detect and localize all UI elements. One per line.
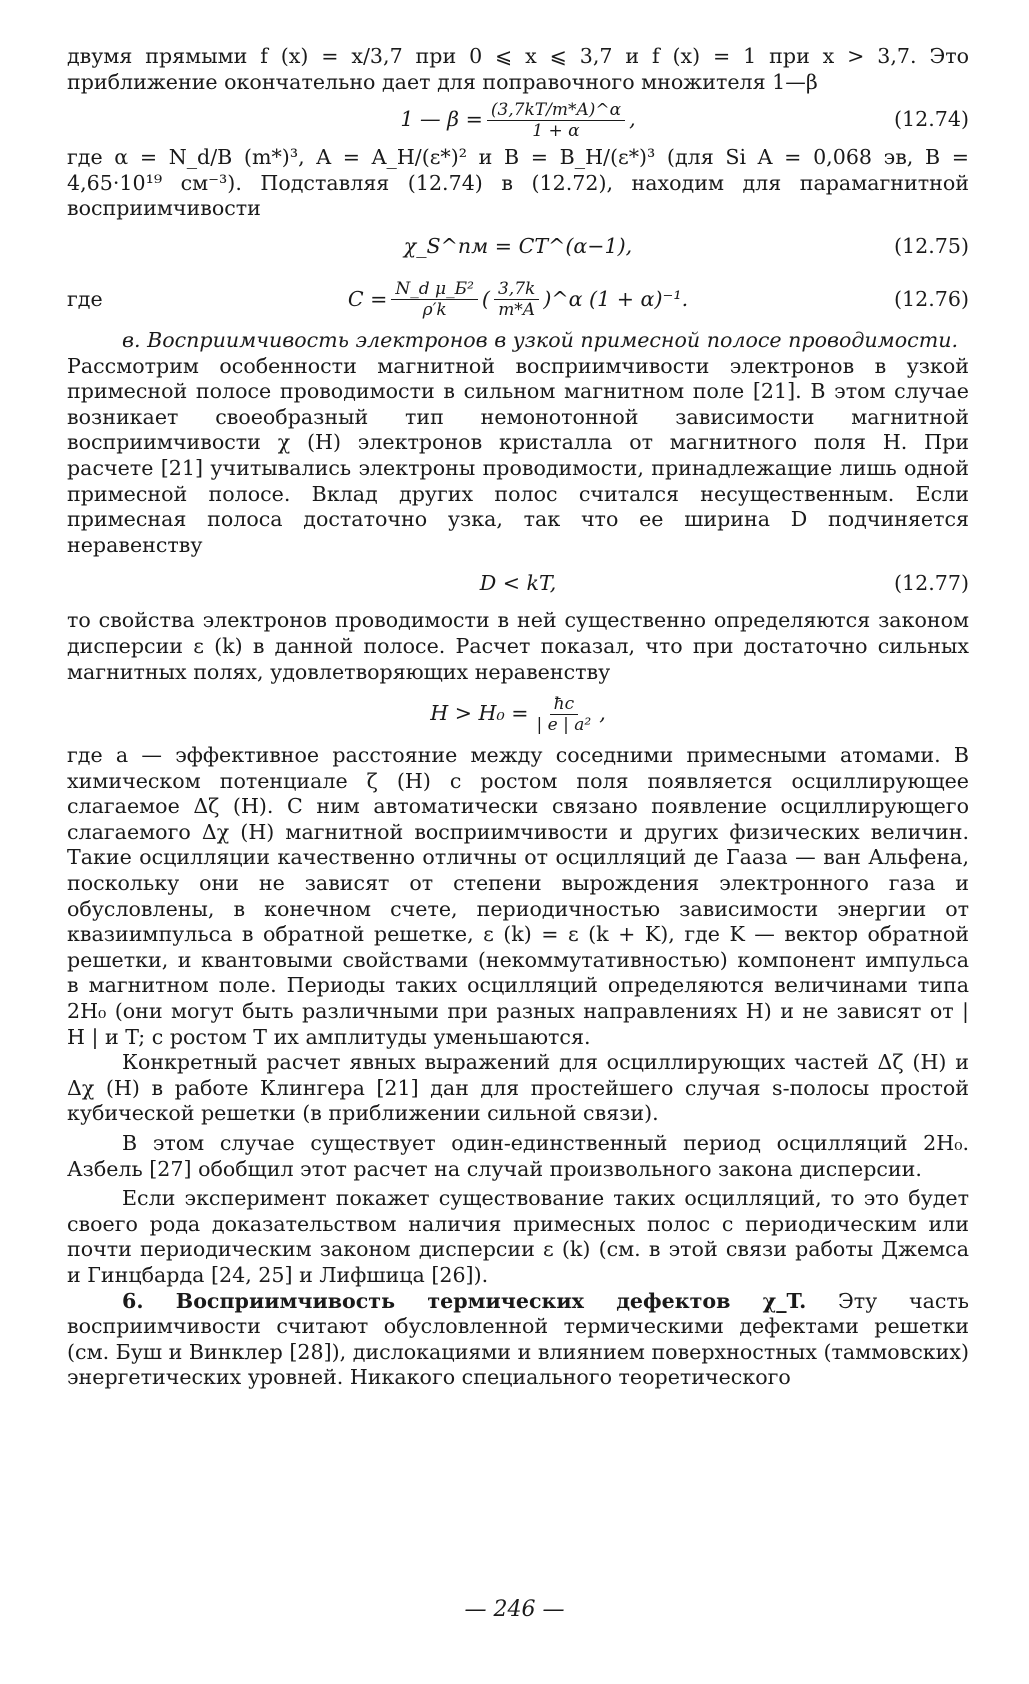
eq74-label: (12.74) bbox=[893, 107, 969, 132]
eq74-lhs: 1 — β = bbox=[400, 107, 483, 132]
thermal-defects-text: Эту часть восприимчивости считают обусловленной термическими дефектами решетки (см. Буш и Винклер [28]), дислокациями и влиянием поверхностных (таммовских) энергетических уровней. Никакого специального теоретического bbox=[67, 1288, 969, 1390]
section-heading-v: в. Восприимчивость электронов в узкой примесной полосе проводимости. bbox=[122, 327, 959, 352]
paragraph-azbel: В этом случае существует один-единственный период осцилляций 2H₀. Азбель [27] обобщил этот расчет на случай произвольного закона дисперсии. bbox=[67, 1131, 969, 1181]
paragraph-klinger: Конкретный расчет явных выражений для осциллирующих частей Δζ (H) и Δχ (H) в работе Клингера [21] дан для простейшего случая s-полосы простой кубической решетки (в приближении сильной связи). bbox=[67, 1050, 969, 1126]
paragraph-intro: двумя прямыми f (x) = x/3,7 при 0 ⩽ x ⩽ 3,7 и f (x) = 1 при x > 3,7. Это приближение окончательно дает для поправочного множителя 1—β bbox=[67, 44, 969, 94]
eq74-denominator: 1 + α bbox=[532, 120, 580, 141]
where-label: где bbox=[67, 287, 103, 312]
eq76-denominator-2: m*A bbox=[498, 300, 536, 321]
page-body bbox=[67, 44, 969, 1391]
paragraph-dispersion: то свойства электронов проводимости в ней существенно определяются законом дисперсии ε (k) в данной полосе. Расчет показал, что при достаточно сильных магнитных полях, удовлетворяющих неравенству bbox=[67, 608, 969, 684]
eqH-numerator: ħc bbox=[550, 694, 578, 715]
eq76-numerator-2: 3,7k bbox=[494, 279, 539, 300]
paragraph-definitions: где α = N_d/B (m*)³, A = A_H/(ε*)² и B = B_H/(ε*)³ (для Si A = 0,068 эв, B = 4,65·10¹⁹ см⁻³). Подставляя (12.74) в (12.72), находим для парамагнитной восприимчивости bbox=[67, 145, 969, 221]
thermal-defects-heading: 6. Восприимчивость термических дефектов χ_T. bbox=[122, 1288, 807, 1313]
page-number: — 246 — bbox=[464, 1597, 565, 1622]
eq74-tail: , bbox=[629, 107, 636, 132]
eqH-lhs: H > H₀ = bbox=[430, 701, 529, 726]
paragraph-thermal-defects bbox=[67, 1289, 969, 1391]
eq76-lhs: C = bbox=[347, 287, 388, 312]
eq74-fraction bbox=[487, 100, 625, 141]
eq76-fraction-2 bbox=[494, 279, 539, 320]
equation-h0 bbox=[67, 685, 969, 743]
eq76-open: ( bbox=[481, 287, 490, 312]
equation-12-77 bbox=[67, 558, 969, 608]
equation-12-75 bbox=[67, 222, 969, 272]
eq74-numerator: (3,7kT/m*A)^α bbox=[487, 100, 625, 121]
eq76-numerator: N_d μ_Б² bbox=[391, 279, 478, 300]
paragraph-narrow-band: Рассмотрим особенности магнитной восприимчивости электронов в узкой примесной полосе проводимости в сильном магнитном поле [21]. В этом случае возникает своеобразный тип немонотонной зависимости магнитной восприимчивости χ (H) электронов кристалла от магнитного поля H. При расчете [21] учитывались электроны проводимости, принадлежащие лишь одной примесной полосе. Вклад других полос считался несущественным. Если примесная полоса достаточно узка, так что ее ширина D подчиняется неравенству bbox=[67, 353, 969, 557]
eqH-tail: , bbox=[599, 701, 606, 726]
eq76-tail: )^α (1 + α)⁻¹. bbox=[543, 287, 689, 312]
eq75-formula: χ_S^пм = CT^(α−1), bbox=[403, 234, 633, 259]
eq77-formula: D < kT, bbox=[479, 570, 557, 595]
eq75-label: (12.75) bbox=[893, 234, 969, 259]
eqH-denominator: | e | a² bbox=[536, 714, 592, 735]
eq76-label: (12.76) bbox=[893, 287, 969, 312]
equation-12-76 bbox=[67, 272, 969, 328]
eq77-label: (12.77) bbox=[893, 570, 969, 595]
eqH-fraction bbox=[533, 694, 596, 735]
equation-12-74 bbox=[67, 95, 969, 145]
paragraph-experiment: Если эксперимент покажет существование таких осцилляций, то это будет своего рода доказательством наличия примесных полос с периодическим или почти периодическим законом дисперсии ε (k) (см. в этой связи работы Джемса и Гинцбарда [24, 25] и Лифшица [26]). bbox=[67, 1186, 969, 1287]
eq76-fraction-1 bbox=[391, 279, 478, 320]
paragraph-oscillations: где a — эффективное расстояние между соседними примесными атомами. В химическом потенциале ζ (H) с ростом поля появляется осциллирующее слагаемое Δζ (H). С ним автоматически связано появление осциллирующего слагаемого Δχ (H) магнитной восприимчивости и других физических величин. Такие осцилляции качественно отличны от осцилляций де Гааза — ван Альфена, поскольку они не зависят от степени вырождения электронного газа и обусловлены, в конечном счете, периодичностью зависимости энергии от квазиимпульса в обратной решетке, ε (k) = ε (k + K), где K — вектор обратной решетки, и квантовыми свойствами (некоммутативностью) компонент импульса в магнитном поле. Периоды таких осцилляций определяются величинами типа 2H₀ (они могут быть различными при разных направлениях H) и не зависят от | H | и T; с ростом T их амплитуды уменьшаются. bbox=[67, 743, 969, 1049]
eq76-denominator: ρ′k bbox=[422, 300, 447, 321]
